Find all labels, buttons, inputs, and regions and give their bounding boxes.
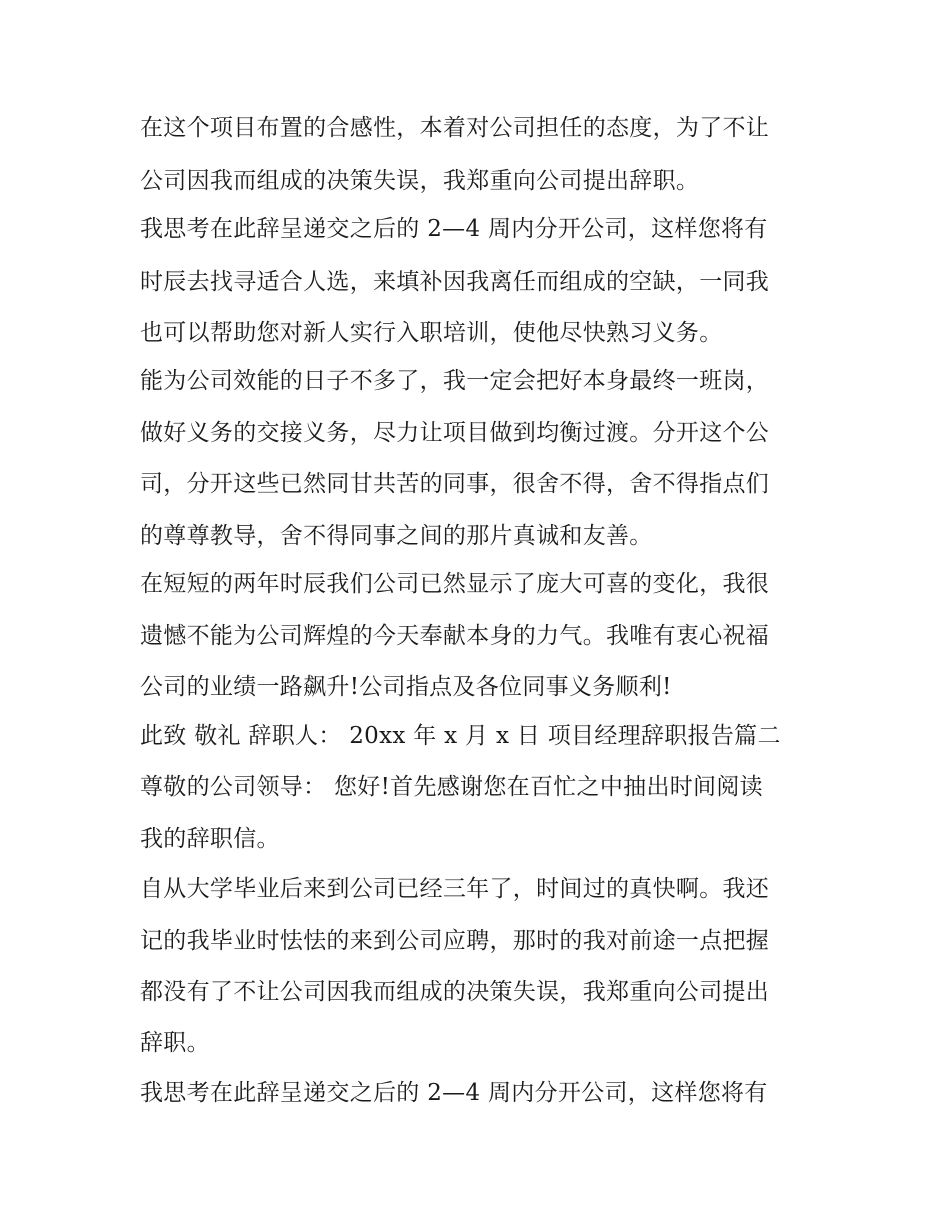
text-line: 在这个项目布置的合感性，本着对公司担任的态度，为了不让 — [140, 115, 770, 141]
text-line: 我思考在此辞呈递交之后的 2—4 周内分开公司，这样您将有 — [140, 216, 768, 242]
text-line: 都没有了不让公司因我而组成的决策失误，我郑重向公司提出 — [140, 979, 770, 1005]
text-line: 我的辞职信。 — [140, 826, 280, 852]
text-line: 也可以帮助您对新人实行入职培训，使他尽快熟习义务。 — [140, 320, 723, 346]
text-line: 此致 敬礼 辞职人： 20xx 年 x 月 x 日 项目经理辞职报告篇二 — [140, 723, 781, 749]
text-line: 遗憾不能为公司辉煌的今天奉献本身的力气。我唯有衷心祝福 — [140, 623, 770, 649]
text-line: 我思考在此辞呈递交之后的 2—4 周内分开公司，这样您将有 — [140, 1080, 768, 1106]
text-line: 的尊尊教导，舍不得同事之间的那片真诚和友善。 — [140, 523, 653, 549]
text-line: 记的我毕业时怯怯的来到公司应聘，那时的我对前途一点把握 — [140, 928, 770, 954]
text-line: 公司因我而组成的决策失误，我郑重向公司提出辞职。 — [140, 168, 700, 194]
text-line: 公司的业绩一路飙升!公司指点及各位同事义务顺利! — [140, 674, 672, 700]
text-line: 能为公司效能的日子不多了，我一定会把好本身最终一班岗， — [140, 368, 770, 394]
text-line: 时辰去找寻适合人选，来填补因我离任而组成的空缺，一同我 — [140, 269, 770, 295]
text-line: 辞职。 — [140, 1030, 210, 1056]
text-line: 尊敬的公司领导： 您好!首先感谢您在百忙之中抽出时间阅读 — [140, 774, 763, 800]
text-line: 自从大学毕业后来到公司已经三年了，时间过的真快啊。我还 — [140, 876, 770, 902]
text-line: 司，分开这些已然同甘共苦的同事，很舍不得，舍不得指点们 — [140, 471, 770, 497]
text-line: 在短短的两年时辰我们公司已然显示了庞大可喜的变化，我很 — [140, 571, 770, 597]
text-line: 做好义务的交接义务，尽力让项目做到均衡过渡。分开这个公 — [140, 420, 770, 446]
